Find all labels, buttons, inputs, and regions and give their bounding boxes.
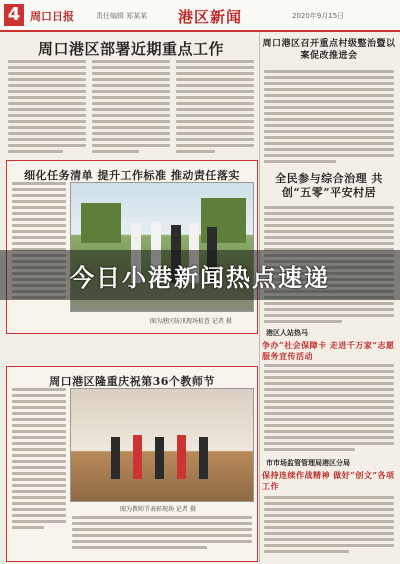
section-title: 港区新闻 [178,8,243,26]
right3-text [264,364,394,454]
right4-text [264,496,394,556]
box1-caption: 图为港区防汛现场检查 记者 摄 [150,318,232,325]
masthead [0,0,400,32]
box1-headline: 细化任务清单 提升工作标准 推动责任落实 [24,169,240,182]
lead-article-text-col2 [92,60,170,156]
page-number: 4 [4,4,24,26]
lead-article-text-col1 [8,60,86,156]
lead-article-text-col3 [176,60,254,156]
paper-name: 周口日报 [30,10,74,23]
box2-photo [70,388,254,502]
right2-headline: 全民参与综合治理 共创“五零”平安村居 [275,172,383,199]
editor-info: 责任编辑 郑某某 [96,12,148,20]
box2-caption: 图为教师节表彰现场 记者 摄 [120,506,196,513]
ceremony-figures-icon [71,389,253,501]
box2-text [12,388,66,532]
left-column [4,32,258,59]
issue-date: 2020年9月15日 [292,12,345,20]
right3-kicker: 港区人站热马 [266,329,308,337]
right1-text [264,70,394,166]
right-column [262,32,396,62]
right3-headline: 争办“社会保障卡 走进千万家”志愿服务宣传活动 [262,340,395,361]
right1-headline: 周口港区召开重点村级整治暨以案促改推进会 [262,39,396,61]
box2-text-bottom [72,516,252,552]
right4-headline: 保持连续作战精神 做好“创文”各项工作 [262,470,395,491]
overlay-title: 今日小港新闻热点速递 [70,264,330,292]
box2-headline: 周口港区隆重庆祝第36个教师节 [49,375,215,388]
lead-headline: 周口港区部署近期重点工作 [37,40,224,58]
right4-kicker: 市市场监管管理局港区分局 [266,459,350,467]
